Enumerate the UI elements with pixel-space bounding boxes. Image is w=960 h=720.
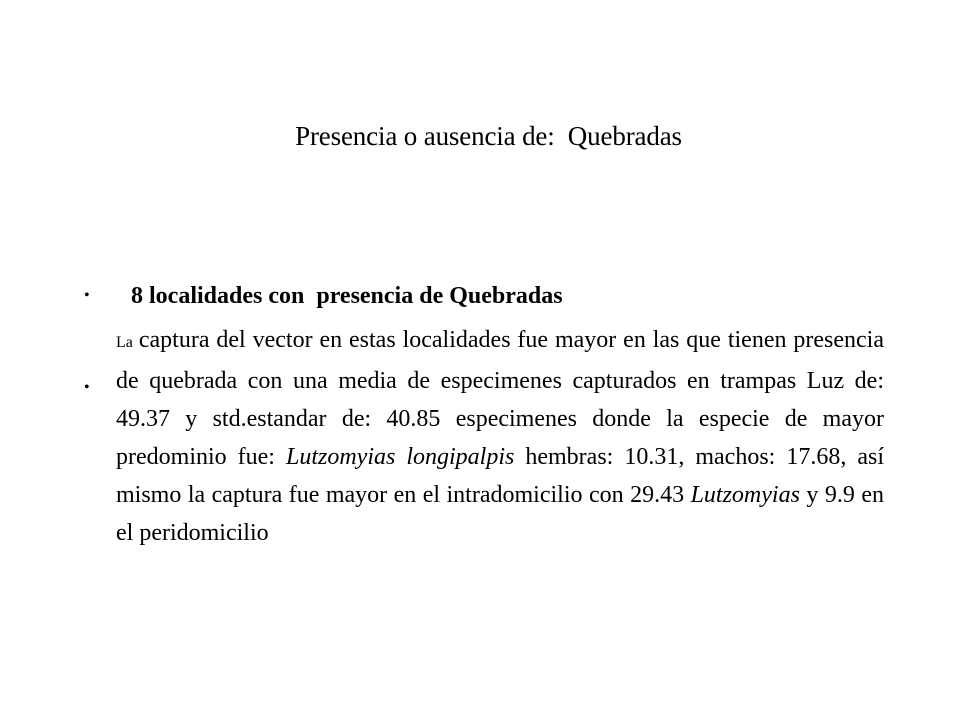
bullet-lead-word: La: [116, 334, 133, 351]
captura-text-part-1: captura del vector en estas localidades fue mayor en las que tienen presencia de quebrada con una media de especimenes capturados en trampas Luz de: 49.37 y std.estandar de: 40.85 especimenes donde la especie de mayor predominio fue:: [116, 327, 884, 470]
captura-text-part-2: hembras: 10.31, machos: 17.68, así mismo la captura fue mayor en el intradomicilio con 29.43: [116, 444, 885, 508]
bullet-dot-icon: •: [84, 287, 90, 304]
species-name-lutzomyias: Lutzomyias: [690, 482, 800, 508]
bullet-item-captura: [84, 321, 884, 552]
slide-title: Presencia o ausencia de: Quebradas: [295, 121, 682, 151]
bullet-paragraph-captura: [116, 321, 884, 552]
captura-text-part-3: y 9.9 en el peridomicilio: [116, 482, 884, 546]
bullet-list: [84, 276, 884, 552]
bullet-dot-icon: •: [84, 379, 90, 396]
species-name-lutzomyias-longipalpis: Lutzomyias longipalpis: [285, 444, 515, 470]
bullet-text-localidades: 8 localidades con presencia de Quebradas: [125, 283, 563, 309]
bullet-item-localidades: [84, 276, 884, 316]
